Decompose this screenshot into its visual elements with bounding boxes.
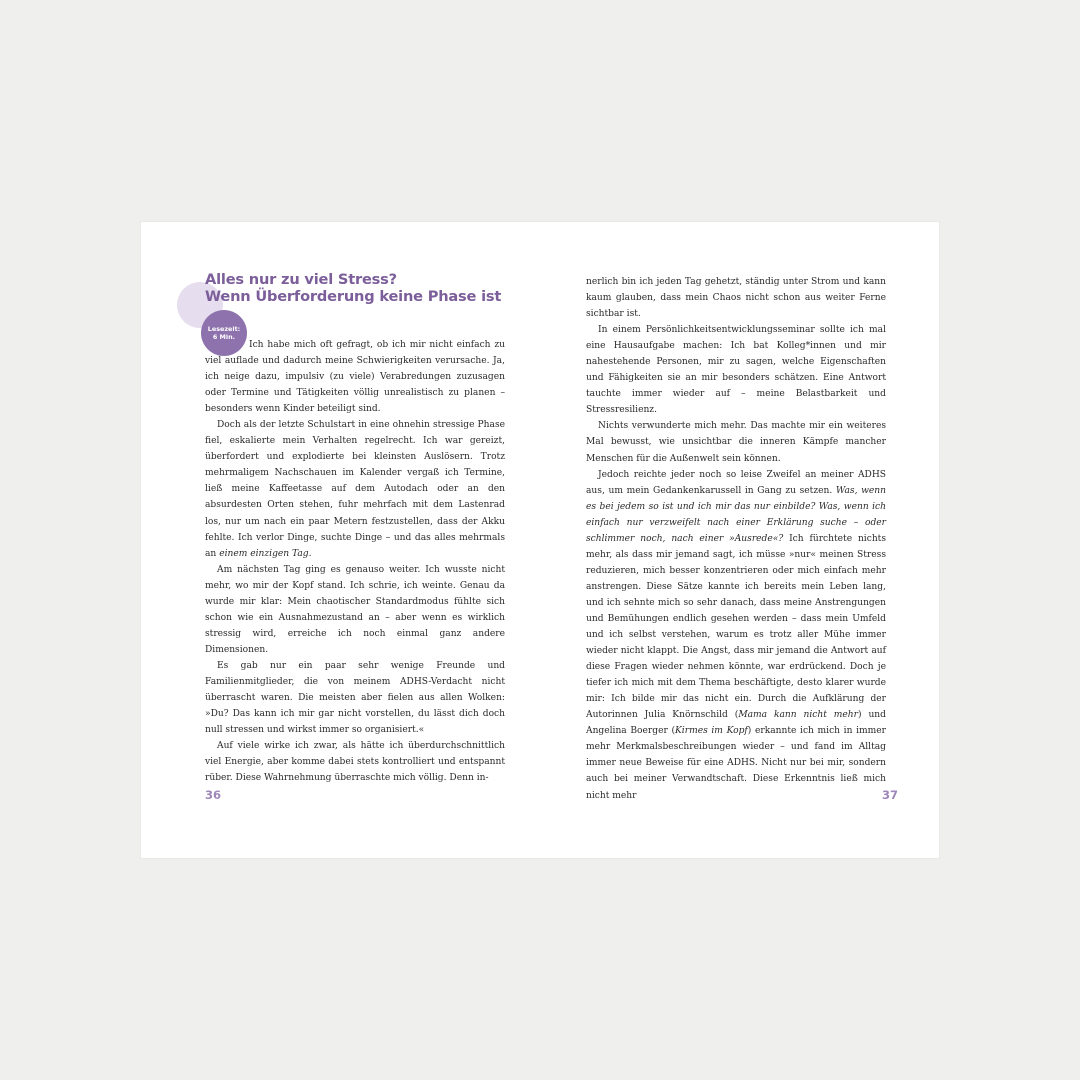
paragraph: Auf viele wirke ich zwar, als hätte ich überdurchschnittlich viel Energie, aber komme dabei stets kontrolliert und entspannt rüber. Diese Wahrnehmung überraschte mich völlig. Denn in- bbox=[205, 741, 505, 784]
paragraph: Doch als der letzte Schulstart in eine ohnehin stressige Phase fiel, eskalierte mein Verhalten regelrecht. Ich war gereizt, überfordert und explodierte bei kleinsten Auslösern. Trotz mehrmaligem Nachschauen im Kalender vergaß ich Termine, ließ meine Kaffeetasse auf dem Autodach oder an den absurdesten Orten stehen, fuhr mehrfach mit dem Lastenrad los, nur um nach ein paar Metern festzustellen, dass der Akku fehlte. Ich verlor Dinge, suchte Dinge – und das alles mehrmals an einem einzigen Tag. bbox=[205, 420, 505, 559]
reading-time-badge bbox=[201, 310, 247, 356]
book-spread bbox=[141, 222, 939, 858]
chapter-title-line-2: Wenn Überforderung keine Phase ist bbox=[205, 288, 502, 305]
paragraph: Am nächsten Tag ging es genauso weiter. Ich wusste nicht mehr, wo mir der Kopf stand. Ich schrie, ich weinte. Genau da wurde mir klar: Mein chaotischer Standardmodus fühlte sich schon wie ein Ausnahmezustand an – aber wenn es wirklich stressig wird, erreiche ich noch einmal ganz andere Dimensionen. bbox=[205, 564, 505, 655]
left-body-text bbox=[205, 337, 505, 786]
reading-time-value: 6 Min. bbox=[212, 333, 236, 341]
chapter-title bbox=[205, 271, 525, 305]
paragraph: Jedoch reichte jeder noch so leise Zweifel an meiner ADHS aus, um mein Gedankenkarussell in Gang zu setzen. Was, wenn es bei jedem so ist und ich mir das nur einbilde? Was, wenn ich einfach nur verzweifelt nach einer Erklärung suche – oder schlimmer noch, nach einer »Ausrede«? Ich fürchtete nichts mehr, als dass mir jemand sagt, ich müsse »nur« meinen Stress reduzieren, mich besser konzentrieren oder mich einfach mehr anstrengen. Diese Sätze kannte ich bereits mein Leben lang, und ich sehnte mich so sehr danach, dass meine Anstrengungen und Bemühungen endlich gesehen werden – dass mein Umfeld und ich selbst verstehen, warum es trotz aller Mühe immer wieder nicht klappt. Die Angst, dass mir jemand die Antwort auf diese Fragen wieder nehmen könnte, war erdrückend. Doch je tiefer ich mich mit dem Thema beschäftigte, desto klarer wurde mir: Ich bilde mir das nicht ein. Durch die Aufklärung der Autorinnen Julia Knörnschild (Mama kann nicht mehr) und Angelina Boerger (Kirmes im Kopf) erkannte ich mich in immer mehr Merkmalsbeschreibungen wieder – und fand im Alltag immer neue Beweise für eine ADHS. Nicht nur bei mir, sondern auch bei meiner Verwandtschaft. Diese Erkenntnis ließ mich nicht mehr bbox=[586, 469, 886, 801]
book-title: Mama kann nicht mehr bbox=[738, 710, 858, 721]
right-body-text bbox=[586, 274, 886, 804]
paragraph: Ich habe mich oft gefragt, ob ich mir nicht einfach zu viel auflade und dadurch meine Schwierigkeiten verursache. Ja, ich neige dazu, impulsiv (zu viele) Verabredungen zuzusagen oder Termine und Tätigkeiten völlig unrealistisch zu planen – besonders wenn Kinder beteiligt sind. bbox=[205, 340, 505, 415]
emphasis: einem einzigen Tag bbox=[219, 548, 309, 559]
page-number-right: 37 bbox=[881, 788, 898, 802]
paragraph: Nichts verwunderte mich mehr. Das machte mir ein weiteres Mal bewusst, wie unsichtbar die inneren Kämpfe mancher Menschen für die Außenwelt sein können. bbox=[586, 421, 886, 464]
chapter-title-line-1: Alles nur zu viel Stress? bbox=[205, 271, 397, 288]
reading-time-label: Lesezeit: bbox=[207, 324, 241, 333]
paragraph: nerlich bin ich jeden Tag gehetzt, ständig unter Strom und kann kaum glauben, dass mein Chaos nicht schon aus weiter Ferne sichtbar ist. bbox=[586, 277, 886, 320]
book-title: Kirmes im Kopf bbox=[675, 726, 748, 737]
page-number-left: 36 bbox=[205, 788, 222, 802]
emphasis: Was, wenn es bei jedem so ist und ich mir das nur einbilde? Was, wenn ich einfach nur verzweifelt nach einer Erklärung suche – oder schlimmer noch, nach einer »Ausrede«? bbox=[586, 485, 886, 544]
paragraph: In einem Persönlichkeitsentwicklungsseminar sollte ich mal eine Hausaufgabe machen: Ich bat Kolleg*innen und mir nahestehende Personen, mir zu sagen, welche Eigenschaften und Fähigkeiten sie an mir besonders schätzen. Eine Antwort tauchte immer wieder auf – meine Belastbarkeit und Stressresilienz. bbox=[586, 325, 886, 416]
paragraph: Es gab nur ein paar sehr wenige Freunde und Familienmitglieder, die von meinem ADHS-Verdacht nicht überrascht waren. Die meisten aber fielen aus allen Wolken: »Du? Das kann ich mir gar nicht vorstellen, du lässt dich doch null stressen und wirkst immer so organisiert.« bbox=[205, 660, 505, 736]
